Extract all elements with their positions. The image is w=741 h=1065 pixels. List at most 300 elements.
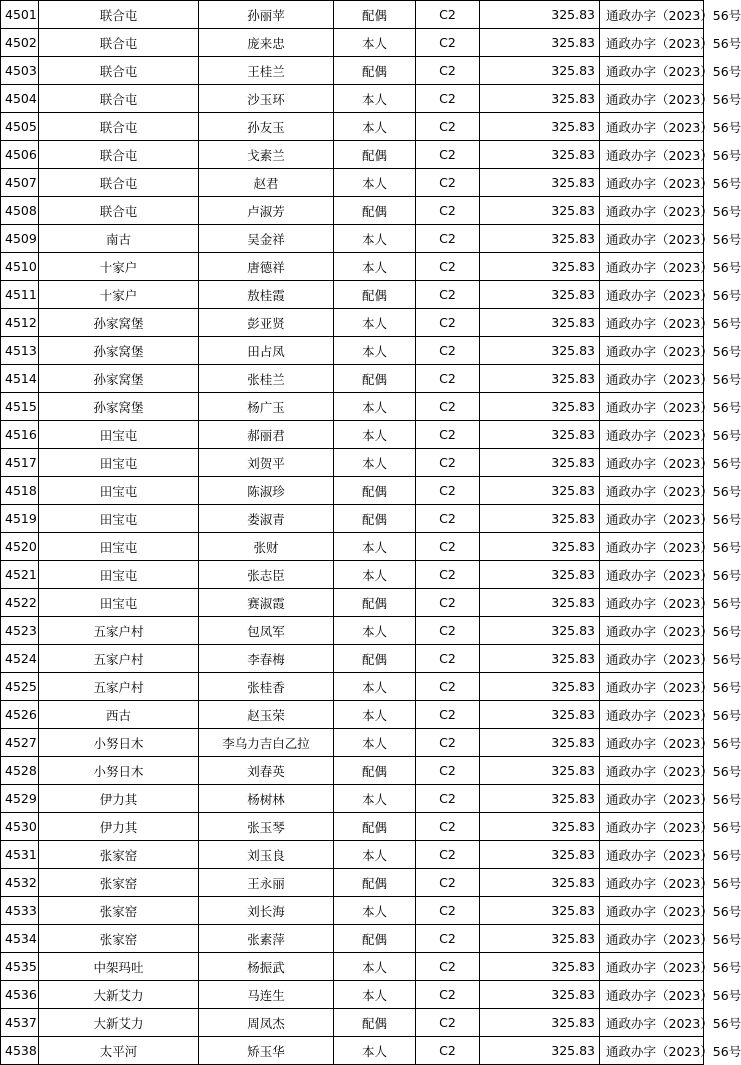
cell-amount: 325.83: [480, 813, 600, 841]
cell-relation: 本人: [334, 337, 416, 365]
cell-relation: 本人: [334, 561, 416, 589]
cell-village: 小努日木: [39, 729, 199, 757]
cell-id: 4523: [1, 617, 39, 645]
cell-name: 赵君: [199, 169, 334, 197]
cell-village: 大新艾力: [39, 1009, 199, 1037]
cell-relation: 本人: [334, 701, 416, 729]
cell-relation: 本人: [334, 981, 416, 1009]
cell-name: 张素萍: [199, 925, 334, 953]
cell-amount: 325.83: [480, 393, 600, 421]
cell-id: 4512: [1, 309, 39, 337]
cell-village: 田宝屯: [39, 589, 199, 617]
cell-grade: C2: [416, 673, 480, 701]
table-row: [1, 1, 704, 29]
cell-relation: 本人: [334, 253, 416, 281]
cell-name: 马连生: [199, 981, 334, 1009]
cell-village: 田宝屯: [39, 477, 199, 505]
cell-village: 联合屯: [39, 57, 199, 85]
cell-name: 沙玉环: [199, 85, 334, 113]
cell-amount: 325.83: [480, 421, 600, 449]
cell-amount: 325.83: [480, 29, 600, 57]
cell-name: 杨广玉: [199, 393, 334, 421]
cell-name: 孙友玉: [199, 113, 334, 141]
cell-grade: C2: [416, 393, 480, 421]
cell-name: 卢淑芳: [199, 197, 334, 225]
cell-relation: 本人: [334, 225, 416, 253]
cell-relation: 本人: [334, 953, 416, 981]
cell-id: 4519: [1, 505, 39, 533]
cell-grade: C2: [416, 785, 480, 813]
table-row: [1, 533, 704, 561]
cell-relation: 本人: [334, 169, 416, 197]
cell-document: 通政办字（2023）56号: [600, 421, 704, 449]
cell-document: 通政办字（2023）56号: [600, 393, 704, 421]
cell-document: 通政办字（2023）56号: [600, 785, 704, 813]
cell-village: 孙家窝堡: [39, 393, 199, 421]
cell-grade: C2: [416, 841, 480, 869]
cell-village: 联合屯: [39, 141, 199, 169]
cell-document: 通政办字（2023）56号: [600, 29, 704, 57]
cell-document: 通政办字（2023）56号: [600, 869, 704, 897]
table-row: [1, 85, 704, 113]
cell-village: 张家窑: [39, 925, 199, 953]
cell-name: 张玉琴: [199, 813, 334, 841]
cell-name: 赛淑霞: [199, 589, 334, 617]
cell-name: 张志臣: [199, 561, 334, 589]
cell-id: 4505: [1, 113, 39, 141]
cell-id: 4524: [1, 645, 39, 673]
cell-id: 4513: [1, 337, 39, 365]
cell-amount: 325.83: [480, 1009, 600, 1037]
cell-grade: C2: [416, 337, 480, 365]
cell-document: 通政办字（2023）56号: [600, 337, 704, 365]
cell-id: 4507: [1, 169, 39, 197]
cell-relation: 本人: [334, 85, 416, 113]
cell-id: 4521: [1, 561, 39, 589]
cell-id: 4503: [1, 57, 39, 85]
cell-village: 太平河: [39, 1037, 199, 1065]
table-row: [1, 701, 704, 729]
cell-relation: 配偶: [334, 1, 416, 29]
cell-grade: C2: [416, 421, 480, 449]
cell-grade: C2: [416, 281, 480, 309]
cell-document: 通政办字（2023）56号: [600, 673, 704, 701]
cell-village: 大新艾力: [39, 981, 199, 1009]
cell-relation: 配偶: [334, 197, 416, 225]
cell-relation: 本人: [334, 729, 416, 757]
table-row: [1, 449, 704, 477]
cell-document: 通政办字（2023）56号: [600, 225, 704, 253]
cell-village: 孙家窝堡: [39, 365, 199, 393]
cell-relation: 本人: [334, 673, 416, 701]
cell-name: 刘长海: [199, 897, 334, 925]
cell-document: 通政办字（2023）56号: [600, 505, 704, 533]
cell-id: 4501: [1, 1, 39, 29]
table-row: [1, 925, 704, 953]
cell-relation: 本人: [334, 785, 416, 813]
table-row: [1, 253, 704, 281]
cell-amount: 325.83: [480, 561, 600, 589]
table-row: [1, 1037, 704, 1065]
cell-id: 4535: [1, 953, 39, 981]
cell-village: 联合屯: [39, 1, 199, 29]
cell-name: 郝丽君: [199, 421, 334, 449]
table-row: [1, 813, 704, 841]
cell-document: 通政办字（2023）56号: [600, 1037, 704, 1065]
cell-document: 通政办字（2023）56号: [600, 701, 704, 729]
table-row: [1, 729, 704, 757]
cell-name: 彭亚贤: [199, 309, 334, 337]
cell-id: 4510: [1, 253, 39, 281]
cell-id: 4522: [1, 589, 39, 617]
cell-id: 4536: [1, 981, 39, 1009]
cell-grade: C2: [416, 897, 480, 925]
cell-relation: 配偶: [334, 645, 416, 673]
cell-grade: C2: [416, 925, 480, 953]
cell-relation: 配偶: [334, 757, 416, 785]
cell-village: 张家窑: [39, 897, 199, 925]
cell-name: 吴金祥: [199, 225, 334, 253]
cell-id: 4533: [1, 897, 39, 925]
cell-village: 田宝屯: [39, 449, 199, 477]
table-row: [1, 337, 704, 365]
cell-amount: 325.83: [480, 701, 600, 729]
cell-amount: 325.83: [480, 841, 600, 869]
cell-relation: 配偶: [334, 141, 416, 169]
table-row: [1, 617, 704, 645]
table-row: [1, 393, 704, 421]
cell-grade: C2: [416, 29, 480, 57]
cell-document: 通政办字（2023）56号: [600, 281, 704, 309]
cell-name: 周凤杰: [199, 1009, 334, 1037]
cell-village: 西古: [39, 701, 199, 729]
cell-grade: C2: [416, 225, 480, 253]
cell-village: 伊力其: [39, 785, 199, 813]
table-row: [1, 645, 704, 673]
cell-village: 联合屯: [39, 113, 199, 141]
table-row: [1, 785, 704, 813]
cell-name: 庞来忠: [199, 29, 334, 57]
cell-relation: 本人: [334, 897, 416, 925]
cell-village: 张家窑: [39, 841, 199, 869]
cell-grade: C2: [416, 1, 480, 29]
cell-document: 通政办字（2023）56号: [600, 85, 704, 113]
table-row: [1, 869, 704, 897]
cell-amount: 325.83: [480, 589, 600, 617]
table-row: [1, 841, 704, 869]
cell-amount: 325.83: [480, 617, 600, 645]
cell-amount: 325.83: [480, 785, 600, 813]
cell-id: 4517: [1, 449, 39, 477]
cell-name: 杨振武: [199, 953, 334, 981]
cell-relation: 本人: [334, 449, 416, 477]
cell-relation: 本人: [334, 309, 416, 337]
cell-id: 4509: [1, 225, 39, 253]
cell-village: 田宝屯: [39, 505, 199, 533]
cell-name: 田占凤: [199, 337, 334, 365]
cell-id: 4530: [1, 813, 39, 841]
cell-id: 4508: [1, 197, 39, 225]
cell-amount: 325.83: [480, 57, 600, 85]
cell-relation: 配偶: [334, 1009, 416, 1037]
table-row: [1, 477, 704, 505]
cell-grade: C2: [416, 589, 480, 617]
cell-name: 矫玉华: [199, 1037, 334, 1065]
cell-id: 4506: [1, 141, 39, 169]
cell-village: 张家窑: [39, 869, 199, 897]
cell-document: 通政办字（2023）56号: [600, 169, 704, 197]
cell-village: 十家户: [39, 281, 199, 309]
cell-village: 田宝屯: [39, 533, 199, 561]
cell-amount: 325.83: [480, 897, 600, 925]
cell-name: 戈素兰: [199, 141, 334, 169]
cell-village: 五家户村: [39, 673, 199, 701]
cell-village: 南古: [39, 225, 199, 253]
cell-document: 通政办字（2023）56号: [600, 57, 704, 85]
table-row: [1, 757, 704, 785]
cell-document: 通政办字（2023）56号: [600, 813, 704, 841]
cell-amount: 325.83: [480, 533, 600, 561]
cell-document: 通政办字（2023）56号: [600, 1, 704, 29]
cell-relation: 配偶: [334, 813, 416, 841]
cell-id: 4511: [1, 281, 39, 309]
cell-relation: 配偶: [334, 281, 416, 309]
cell-id: 4528: [1, 757, 39, 785]
cell-name: 杨树林: [199, 785, 334, 813]
cell-document: 通政办字（2023）56号: [600, 981, 704, 1009]
cell-relation: 配偶: [334, 925, 416, 953]
cell-amount: 325.83: [480, 253, 600, 281]
cell-relation: 本人: [334, 421, 416, 449]
cell-id: 4504: [1, 85, 39, 113]
cell-village: 孙家窝堡: [39, 337, 199, 365]
cell-id: 4518: [1, 477, 39, 505]
cell-document: 通政办字（2023）56号: [600, 197, 704, 225]
cell-id: 4514: [1, 365, 39, 393]
cell-village: 田宝屯: [39, 561, 199, 589]
cell-amount: 325.83: [480, 141, 600, 169]
cell-id: 4537: [1, 1009, 39, 1037]
cell-name: 李春梅: [199, 645, 334, 673]
cell-village: 联合屯: [39, 29, 199, 57]
cell-relation: 本人: [334, 841, 416, 869]
cell-document: 通政办字（2023）56号: [600, 757, 704, 785]
cell-village: 联合屯: [39, 169, 199, 197]
cell-amount: 325.83: [480, 925, 600, 953]
cell-id: 4525: [1, 673, 39, 701]
cell-name: 王永丽: [199, 869, 334, 897]
cell-grade: C2: [416, 645, 480, 673]
table-body: [1, 1, 741, 1065]
cell-grade: C2: [416, 1009, 480, 1037]
cell-id: 4526: [1, 701, 39, 729]
cell-amount: 325.83: [480, 673, 600, 701]
cell-grade: C2: [416, 169, 480, 197]
cell-village: 联合屯: [39, 85, 199, 113]
cell-relation: 配偶: [334, 505, 416, 533]
cell-id: 4534: [1, 925, 39, 953]
table-row: [1, 225, 704, 253]
cell-grade: C2: [416, 113, 480, 141]
cell-document: 通政办字（2023）56号: [600, 477, 704, 505]
cell-name: 娄淑青: [199, 505, 334, 533]
cell-village: 小努日木: [39, 757, 199, 785]
cell-village: 孙家窝堡: [39, 309, 199, 337]
cell-document: 通政办字（2023）56号: [600, 141, 704, 169]
cell-grade: C2: [416, 981, 480, 1009]
cell-name: 张财: [199, 533, 334, 561]
cell-relation: 配偶: [334, 869, 416, 897]
cell-id: 4502: [1, 29, 39, 57]
cell-document: 通政办字（2023）56号: [600, 533, 704, 561]
cell-grade: C2: [416, 85, 480, 113]
table-row: [1, 309, 704, 337]
cell-relation: 本人: [334, 113, 416, 141]
cell-document: 通政办字（2023）56号: [600, 365, 704, 393]
cell-name: 敖桂霞: [199, 281, 334, 309]
cell-document: 通政办字（2023）56号: [600, 729, 704, 757]
cell-grade: C2: [416, 57, 480, 85]
table-row: [1, 169, 704, 197]
cell-grade: C2: [416, 197, 480, 225]
cell-grade: C2: [416, 365, 480, 393]
cell-relation: 本人: [334, 393, 416, 421]
cell-id: 4516: [1, 421, 39, 449]
cell-name: 刘玉良: [199, 841, 334, 869]
cell-amount: 325.83: [480, 869, 600, 897]
cell-amount: 325.83: [480, 365, 600, 393]
cell-amount: 325.83: [480, 1, 600, 29]
cell-amount: 325.83: [480, 729, 600, 757]
cell-grade: C2: [416, 505, 480, 533]
cell-grade: C2: [416, 141, 480, 169]
cell-relation: 配偶: [334, 589, 416, 617]
cell-village: 五家户村: [39, 645, 199, 673]
cell-document: 通政办字（2023）56号: [600, 645, 704, 673]
table-row: [1, 113, 704, 141]
table-row: [1, 421, 704, 449]
cell-relation: 本人: [334, 617, 416, 645]
cell-relation: 本人: [334, 1037, 416, 1065]
cell-amount: 325.83: [480, 645, 600, 673]
cell-document: 通政办字（2023）56号: [600, 253, 704, 281]
cell-name: 张桂香: [199, 673, 334, 701]
cell-id: 4538: [1, 1037, 39, 1065]
cell-document: 通政办字（2023）56号: [600, 589, 704, 617]
cell-id: 4520: [1, 533, 39, 561]
cell-amount: 325.83: [480, 337, 600, 365]
table-row: [1, 281, 704, 309]
cell-grade: C2: [416, 561, 480, 589]
cell-amount: 325.83: [480, 197, 600, 225]
cell-village: 联合屯: [39, 197, 199, 225]
cell-document: 通政办字（2023）56号: [600, 561, 704, 589]
cell-grade: C2: [416, 533, 480, 561]
cell-name: 刘贺平: [199, 449, 334, 477]
cell-amount: 325.83: [480, 757, 600, 785]
cell-village: 五家户村: [39, 617, 199, 645]
cell-amount: 325.83: [480, 85, 600, 113]
cell-grade: C2: [416, 953, 480, 981]
table-row: [1, 589, 704, 617]
cell-amount: 325.83: [480, 281, 600, 309]
cell-grade: C2: [416, 617, 480, 645]
cell-name: 李乌力吉白乙拉: [199, 729, 334, 757]
cell-id: 4527: [1, 729, 39, 757]
cell-amount: 325.83: [480, 169, 600, 197]
cell-amount: 325.83: [480, 113, 600, 141]
cell-grade: C2: [416, 1037, 480, 1065]
cell-amount: 325.83: [480, 981, 600, 1009]
cell-village: 十家户: [39, 253, 199, 281]
table-row: [1, 1009, 704, 1037]
cell-relation: 配偶: [334, 57, 416, 85]
cell-amount: 325.83: [480, 1037, 600, 1065]
table-row: [1, 561, 704, 589]
cell-village: 田宝屯: [39, 421, 199, 449]
cell-name: 唐德祥: [199, 253, 334, 281]
cell-grade: C2: [416, 477, 480, 505]
cell-grade: C2: [416, 869, 480, 897]
cell-amount: 325.83: [480, 477, 600, 505]
cell-grade: C2: [416, 253, 480, 281]
cell-village: 中架玛吐: [39, 953, 199, 981]
cell-document: 通政办字（2023）56号: [600, 1009, 704, 1037]
cell-document: 通政办字（2023）56号: [600, 925, 704, 953]
cell-id: 4515: [1, 393, 39, 421]
cell-name: 王桂兰: [199, 57, 334, 85]
table-row: [1, 197, 704, 225]
table-row: [1, 57, 704, 85]
cell-document: 通政办字（2023）56号: [600, 113, 704, 141]
cell-name: 孙丽苹: [199, 1, 334, 29]
cell-name: 刘春英: [199, 757, 334, 785]
cell-grade: C2: [416, 701, 480, 729]
table-row: [1, 897, 704, 925]
cell-id: 4532: [1, 869, 39, 897]
cell-id: 4529: [1, 785, 39, 813]
table-row: [1, 981, 704, 1009]
cell-document: 通政办字（2023）56号: [600, 897, 704, 925]
cell-amount: 325.83: [480, 953, 600, 981]
cell-grade: C2: [416, 813, 480, 841]
cell-grade: C2: [416, 757, 480, 785]
cell-grade: C2: [416, 729, 480, 757]
cell-document: 通政办字（2023）56号: [600, 449, 704, 477]
cell-grade: C2: [416, 449, 480, 477]
cell-amount: 325.83: [480, 309, 600, 337]
cell-village: 伊力其: [39, 813, 199, 841]
table-row: [1, 141, 704, 169]
cell-document: 通政办字（2023）56号: [600, 617, 704, 645]
cell-grade: C2: [416, 309, 480, 337]
table-row: [1, 505, 704, 533]
cell-relation: 配偶: [334, 477, 416, 505]
cell-amount: 325.83: [480, 225, 600, 253]
cell-document: 通政办字（2023）56号: [600, 309, 704, 337]
cell-id: 4531: [1, 841, 39, 869]
table-row: [1, 365, 704, 393]
cell-document: 通政办字（2023）56号: [600, 841, 704, 869]
table-row: [1, 29, 704, 57]
cell-name: 陈淑珍: [199, 477, 334, 505]
cell-relation: 本人: [334, 533, 416, 561]
cell-amount: 325.83: [480, 449, 600, 477]
table-row: [1, 673, 704, 701]
cell-name: 赵玉荣: [199, 701, 334, 729]
table-row: [1, 953, 704, 981]
cell-amount: 325.83: [480, 505, 600, 533]
